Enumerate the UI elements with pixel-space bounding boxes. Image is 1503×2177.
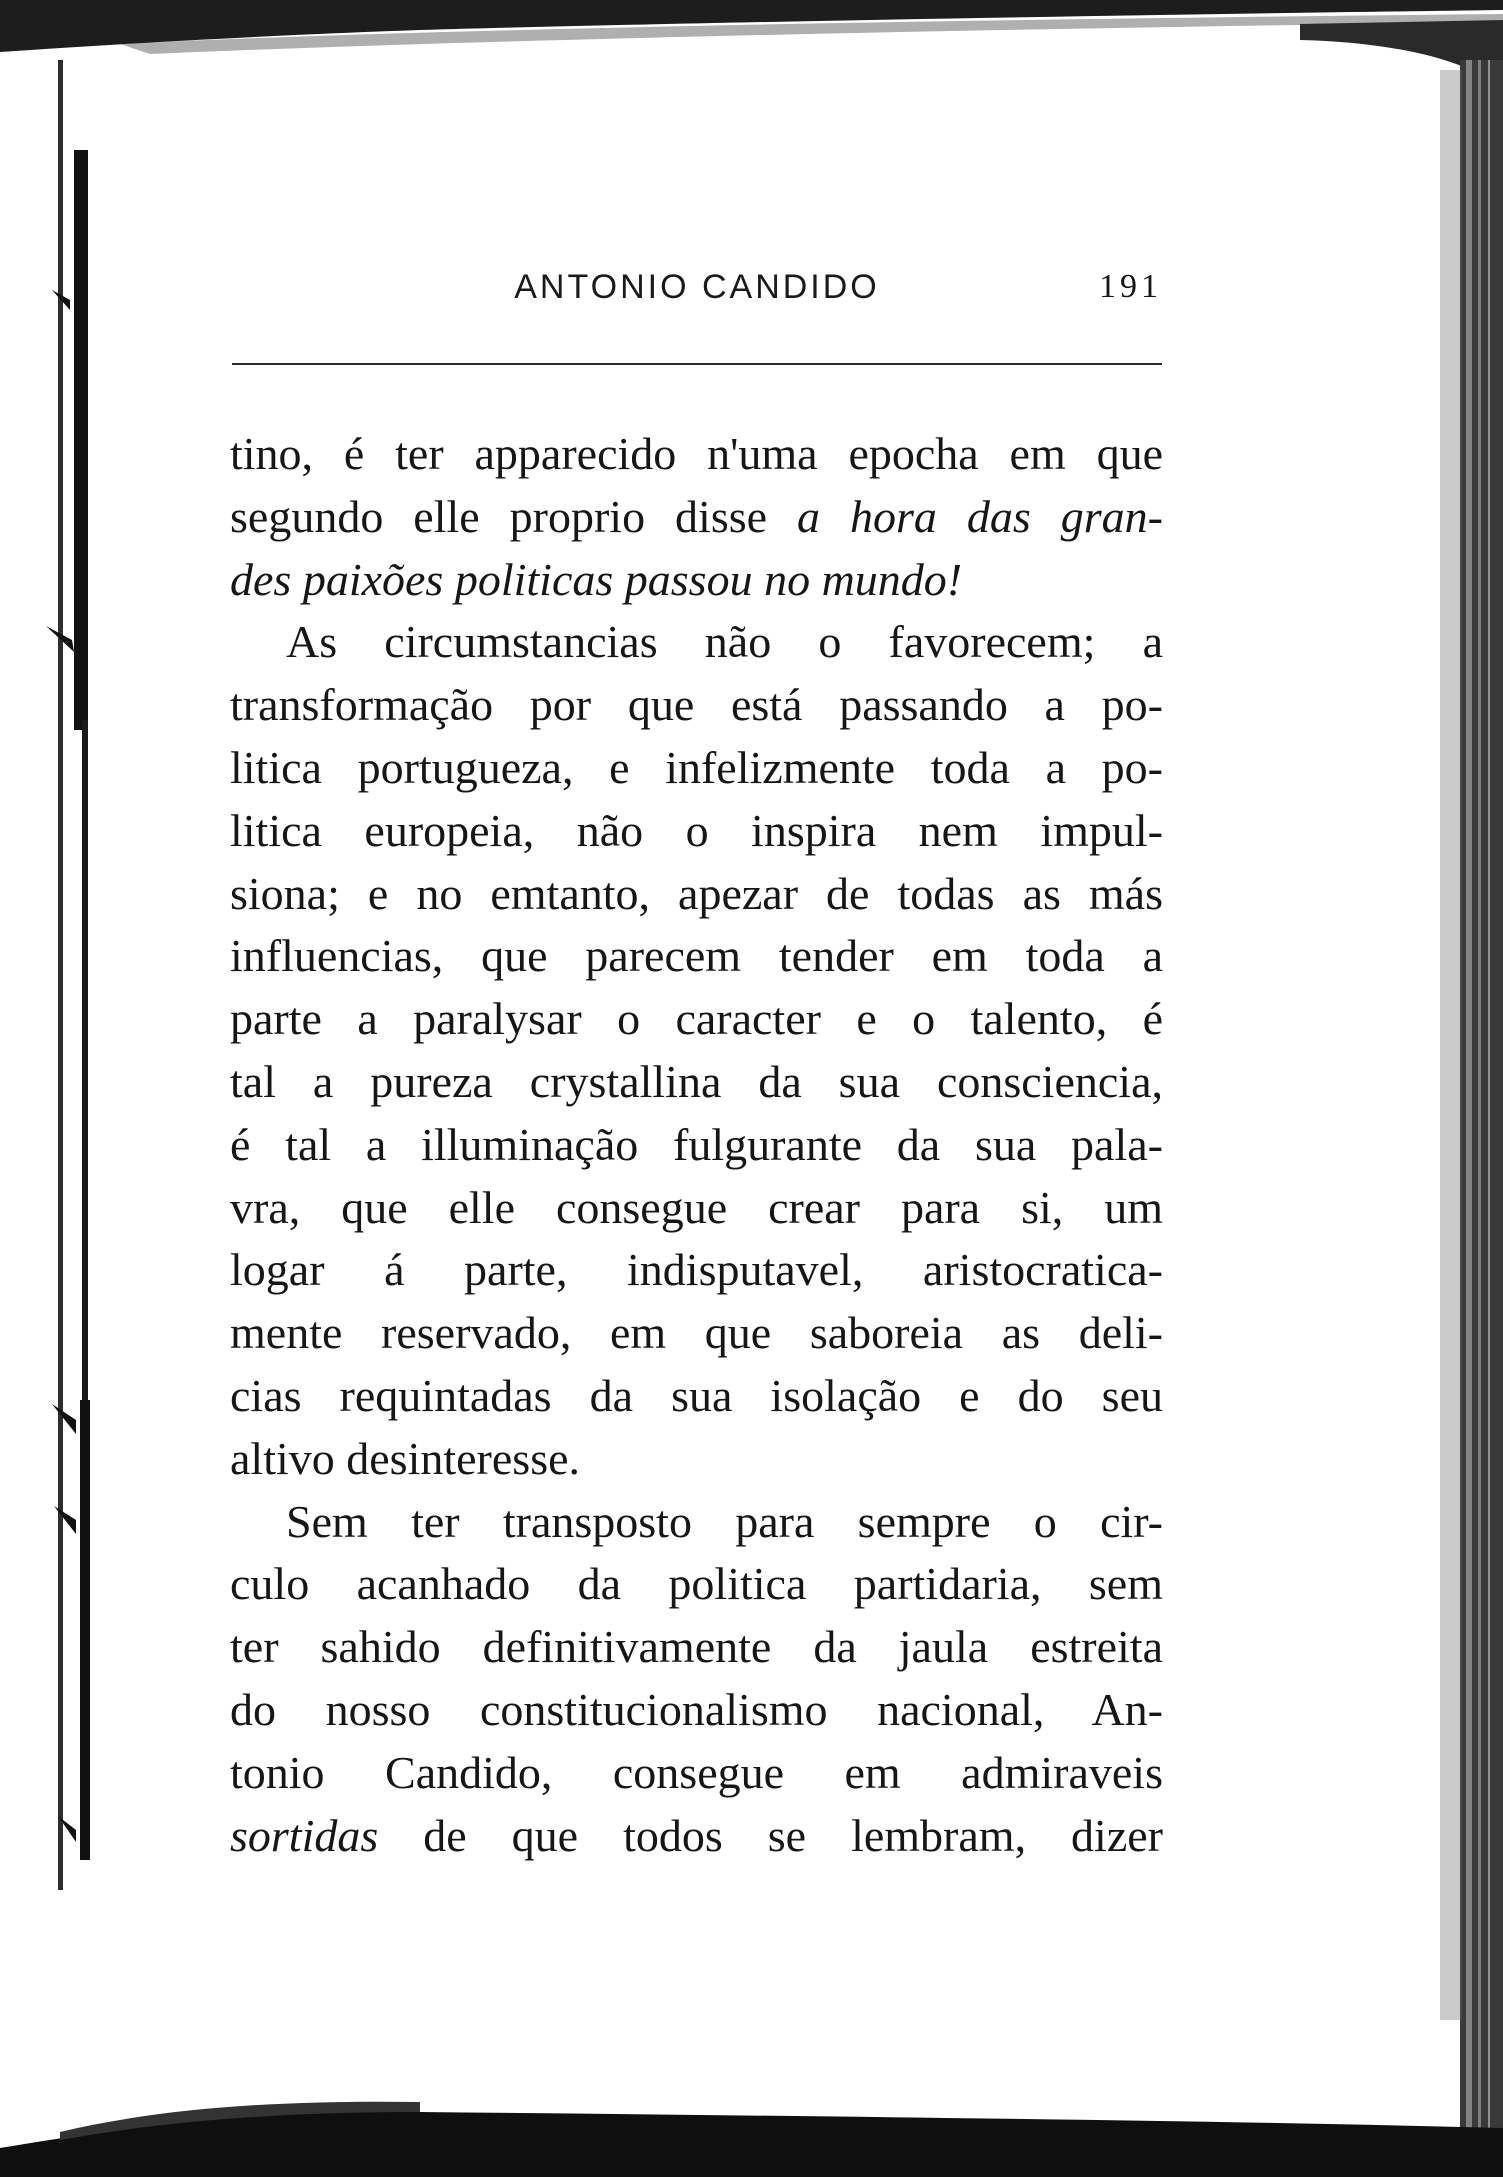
line-text: vra, que elle consegue crear para si, um	[230, 1181, 1163, 1233]
text-line	[230, 737, 1163, 800]
left-edge-line	[58, 60, 63, 1890]
right-edge-shadow	[1440, 70, 1462, 2020]
text-line	[230, 1051, 1163, 1114]
line-text: parte a paralysar o caracter e o talento, é	[230, 993, 1163, 1045]
line-text: ter sahido definitivamente da jaula estreita	[230, 1621, 1163, 1673]
paragraph	[230, 611, 1163, 1490]
text-line	[230, 1553, 1163, 1616]
header-rule	[232, 363, 1162, 365]
italic-text: sortidas	[230, 1809, 379, 1861]
line-text: tonio Candido, consegue em admiraveis	[230, 1746, 1163, 1798]
text-line	[230, 423, 1163, 486]
text-line	[230, 1428, 1163, 1491]
italic-text: des paixões politicas passou no mundo!	[230, 553, 963, 605]
paragraph	[230, 1491, 1163, 1868]
line-text: segundo elle proprio disse	[230, 490, 798, 542]
left-edge-thin-band	[82, 720, 88, 1420]
text-line	[230, 800, 1163, 863]
text-line	[230, 1491, 1163, 1554]
text-line	[230, 1365, 1163, 1428]
text-line	[230, 1805, 1163, 1868]
line-text: litica portugueza, e infelizmente toda a po-	[230, 741, 1163, 793]
running-title: ANTONIO CANDIDO	[514, 268, 880, 306]
body-text	[230, 423, 1163, 1867]
line-text: mente reservado, em que saboreia as deli-	[230, 1307, 1163, 1359]
text-line	[230, 549, 1163, 612]
text-line	[230, 1177, 1163, 1240]
text-line	[230, 1679, 1163, 1742]
text-line	[230, 1742, 1163, 1805]
line-text: logar á parte, indisputavel, aristocratica-	[230, 1244, 1163, 1296]
text-line	[230, 674, 1163, 737]
text-line	[230, 1239, 1163, 1302]
line-text: Sem ter transposto para sempre o cir-	[286, 1495, 1163, 1547]
text-line	[230, 486, 1163, 549]
line-text: culo acanhado da politica partidaria, sem	[230, 1558, 1163, 1610]
italic-text: a hora das gran-	[797, 490, 1163, 542]
line-text: transformação por que está passando a po-	[230, 679, 1163, 731]
text-line	[230, 1114, 1163, 1177]
text-line	[230, 611, 1163, 674]
text-line	[230, 1616, 1163, 1679]
line-text: cias requintadas da sua isolação e do seu	[230, 1369, 1163, 1421]
line-text: litica europeia, não o inspira nem impul-	[230, 804, 1163, 856]
paragraph	[230, 423, 1163, 611]
left-edge-dark-band	[74, 150, 88, 730]
line-text: siona; e no emtanto, apezar de todas as más	[230, 867, 1163, 919]
line-text: tino, é ter apparecido n'uma epocha em que	[230, 428, 1163, 479]
text-line	[230, 988, 1163, 1051]
right-page-stack-highlight	[1466, 60, 1472, 2177]
page-number: 191	[1099, 268, 1162, 305]
line-text: do nosso constitucionalismo nacional, An-	[230, 1683, 1163, 1735]
text-line	[230, 1302, 1163, 1365]
line-text: é tal a illuminação fulgurante da sua pala-	[230, 1118, 1163, 1170]
line-text: tal a pureza crystallina da sua consciencia,	[230, 1055, 1163, 1107]
line-text: As circumstancias não o favorecem; a	[286, 616, 1163, 668]
bottom-edge-shadow	[0, 2112, 1503, 2177]
running-header	[232, 258, 1162, 328]
text-line	[230, 925, 1163, 988]
line-text: influencias, que parecem tender em toda a	[230, 930, 1163, 982]
left-edge-lower-band	[80, 1400, 90, 1860]
line-text: de que todos se lembram, dizer	[378, 1809, 1163, 1861]
text-line	[230, 863, 1163, 926]
line-text: altivo desinteresse.	[230, 1432, 581, 1484]
